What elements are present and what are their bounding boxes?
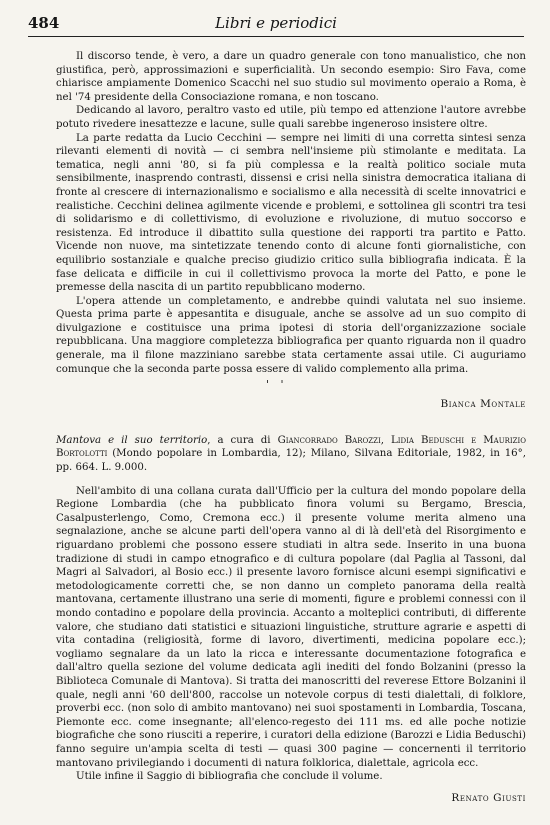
review1-paragraph-2: Dedicando al lavoro, peraltro vasto ed utile, più tempo ed attenzione l'autore avrebbe potuto rivedere inesattezze e lacune, sulle quali sarebbe ingeneroso insistere oltre.	[56, 105, 526, 130]
review1-paragraph-3: La parte redatta da Lucio Cecchini — sempre nei limiti di una corretta sintesi senza rilevanti elementi di novità — ci sembra nell'insieme più stimolante e meditata. La tematica, negli anni '80, si fa più complessa e la realtà politico sociale muta sensibilmente, inasprendo contrasti, dissensi e crisi nella sinistra democratica italiana di fronte al crescere di internazionalismo e socialismo e alla necessità di scelte innovatrici e realistiche. Cecchini delinea agilmente vicende e problemi, e sottolinea gli scontri tra tesi di solidarismo e di collettivismo, di evoluzione e rivoluzione, di mutuo soccorso e resistenza. Ed introduce il dibattito sulla questione dei rapporti tra partito e Patto. Vicende non nuove, ma sintetizzate tenendo conto di alcune fonti giornalistiche, con equilibrio sostanziale e qualche preciso giudizio critico sulla bibliografia indicata. È la fase delicata e difficile in cui il collettivismo provoca la morte del Patto, e pone le premesse della nascita di un partito repubblicano moderno.	[56, 132, 526, 294]
page-number: 484	[28, 14, 60, 32]
editors-prefix: , a cura di	[207, 434, 278, 446]
reviewer-signature-1: Bianca Montale	[440, 398, 526, 411]
book-title: Mantova e il suo territorio	[56, 434, 208, 446]
page-body	[56, 50, 526, 805]
review1-paragraph-1: Il discorso tende, è vero, a dare un quadro generale con tono manualistico, che non giustifica, però, approssimazioni e superficialità. Un secondo esempio: Siro Fava, come chiarisce ampiamente Domenico Scacchi nel suo studio sul movimento operaio a Roma, è nel '74 presidente della Consociazione romana, e non toscano.	[56, 51, 526, 103]
book-reference	[56, 434, 526, 475]
review2-paragraph-2: Utile infine il Saggio di bibliografia che conclude il volume.	[76, 771, 383, 783]
publication-info: (Mondo popolare in Lombardia, 12); Milano, Silvana Editoriale, 1982, in 16°, pp. 664. L. 9.000.	[56, 448, 526, 474]
review2-paragraph-1: Nell'ambito di una collana curata dall'Ufficio per la cultura del mondo popolare della Regione Lombardia (che ha pubblicato finora volumi su Bergamo, Brescia, Casalpusterlengo, Como, Cremona ecc.) il presente volume merita almeno una segnalazione, anche se alcune parti dell'opera vanno al di là dell'età del Risorgimento e riguardano problemi che possono essere studiati in altra sede. Inserito in una buona tradizione di studi in campo etnografico e di cultura popolare (dal Paglia al Tassoni, dal Magri al Salvadori, al Bosio ecc.) il presente lavoro fornisce alcuni esempi significativi e metodologicamente corretti che, se non danno un completo panorama della realtà mantovana, certamente illustrano una serie di momenti, figure e problemi connessi con il mondo contadino e popolare della provincia. Accanto a molteplici contributi, di differente valore, che studiano dati statistici e situazioni linguistiche, strutture agrarie e aspetti di vita contadina (religiosità, forme di lavoro, divertimenti, medicina popolare ecc.); vogliamo segnalare da un lato la ricca e interessante documentazione fotografica e dall'altro quella sezione del volume dedicata agli inediti del fondo Bolzanini (presso la Biblioteca Comunale di Mantova). Si tratta dei manoscritti del reverese Ettore Bolzanini il quale, negli anni '60 dell'800, raccolse un notevole corpus di testi dialettali, di folklore, proverbi ecc. (non solo di ambito mantovano) nei suoi spostamenti in Lombardia, Toscana, Piemonte ecc. come insegnante; all'elenco-regesto dei 111 ms. ed alle poche notizie biografiche che sono riusciti a reperire, i curatori della edizione (Barozzi e Lidia Beduschi) fanno seguire un'ampia scelta di testi — quasi 300 pagine — concernenti il territorio mantovano privilegiando i documenti di natura folklorica, dialettale, agricola ecc.	[56, 485, 526, 769]
page-header	[28, 14, 524, 37]
reviewer-signature-2: Renato Giusti	[451, 791, 526, 804]
book-editors: Giancorrado Barozzi, Lidia Beduschi e Maurizio Bortolotti	[56, 434, 526, 460]
running-title: Libri e periodici	[215, 14, 337, 32]
review1-paragraph-4: L'opera attende un completamento, e andrebbe quindi valutata nel suo insieme. Questa prima parte è appesantita e disuguale, anche se assolve ad un suo compito di divulgazione e costituisce una prima ipotesi di storia dell'organizzazione sociale repubblicana. Una maggiore completezza bibliografica per quanto riguarda non il quadro generale, ma il filone mazziniano sarebbe stata certamente assai utile. Ci auguriamo comunque che la seconda parte possa essere di valido complemento alla prima.	[56, 295, 526, 375]
section-separator: ' '	[266, 378, 288, 392]
